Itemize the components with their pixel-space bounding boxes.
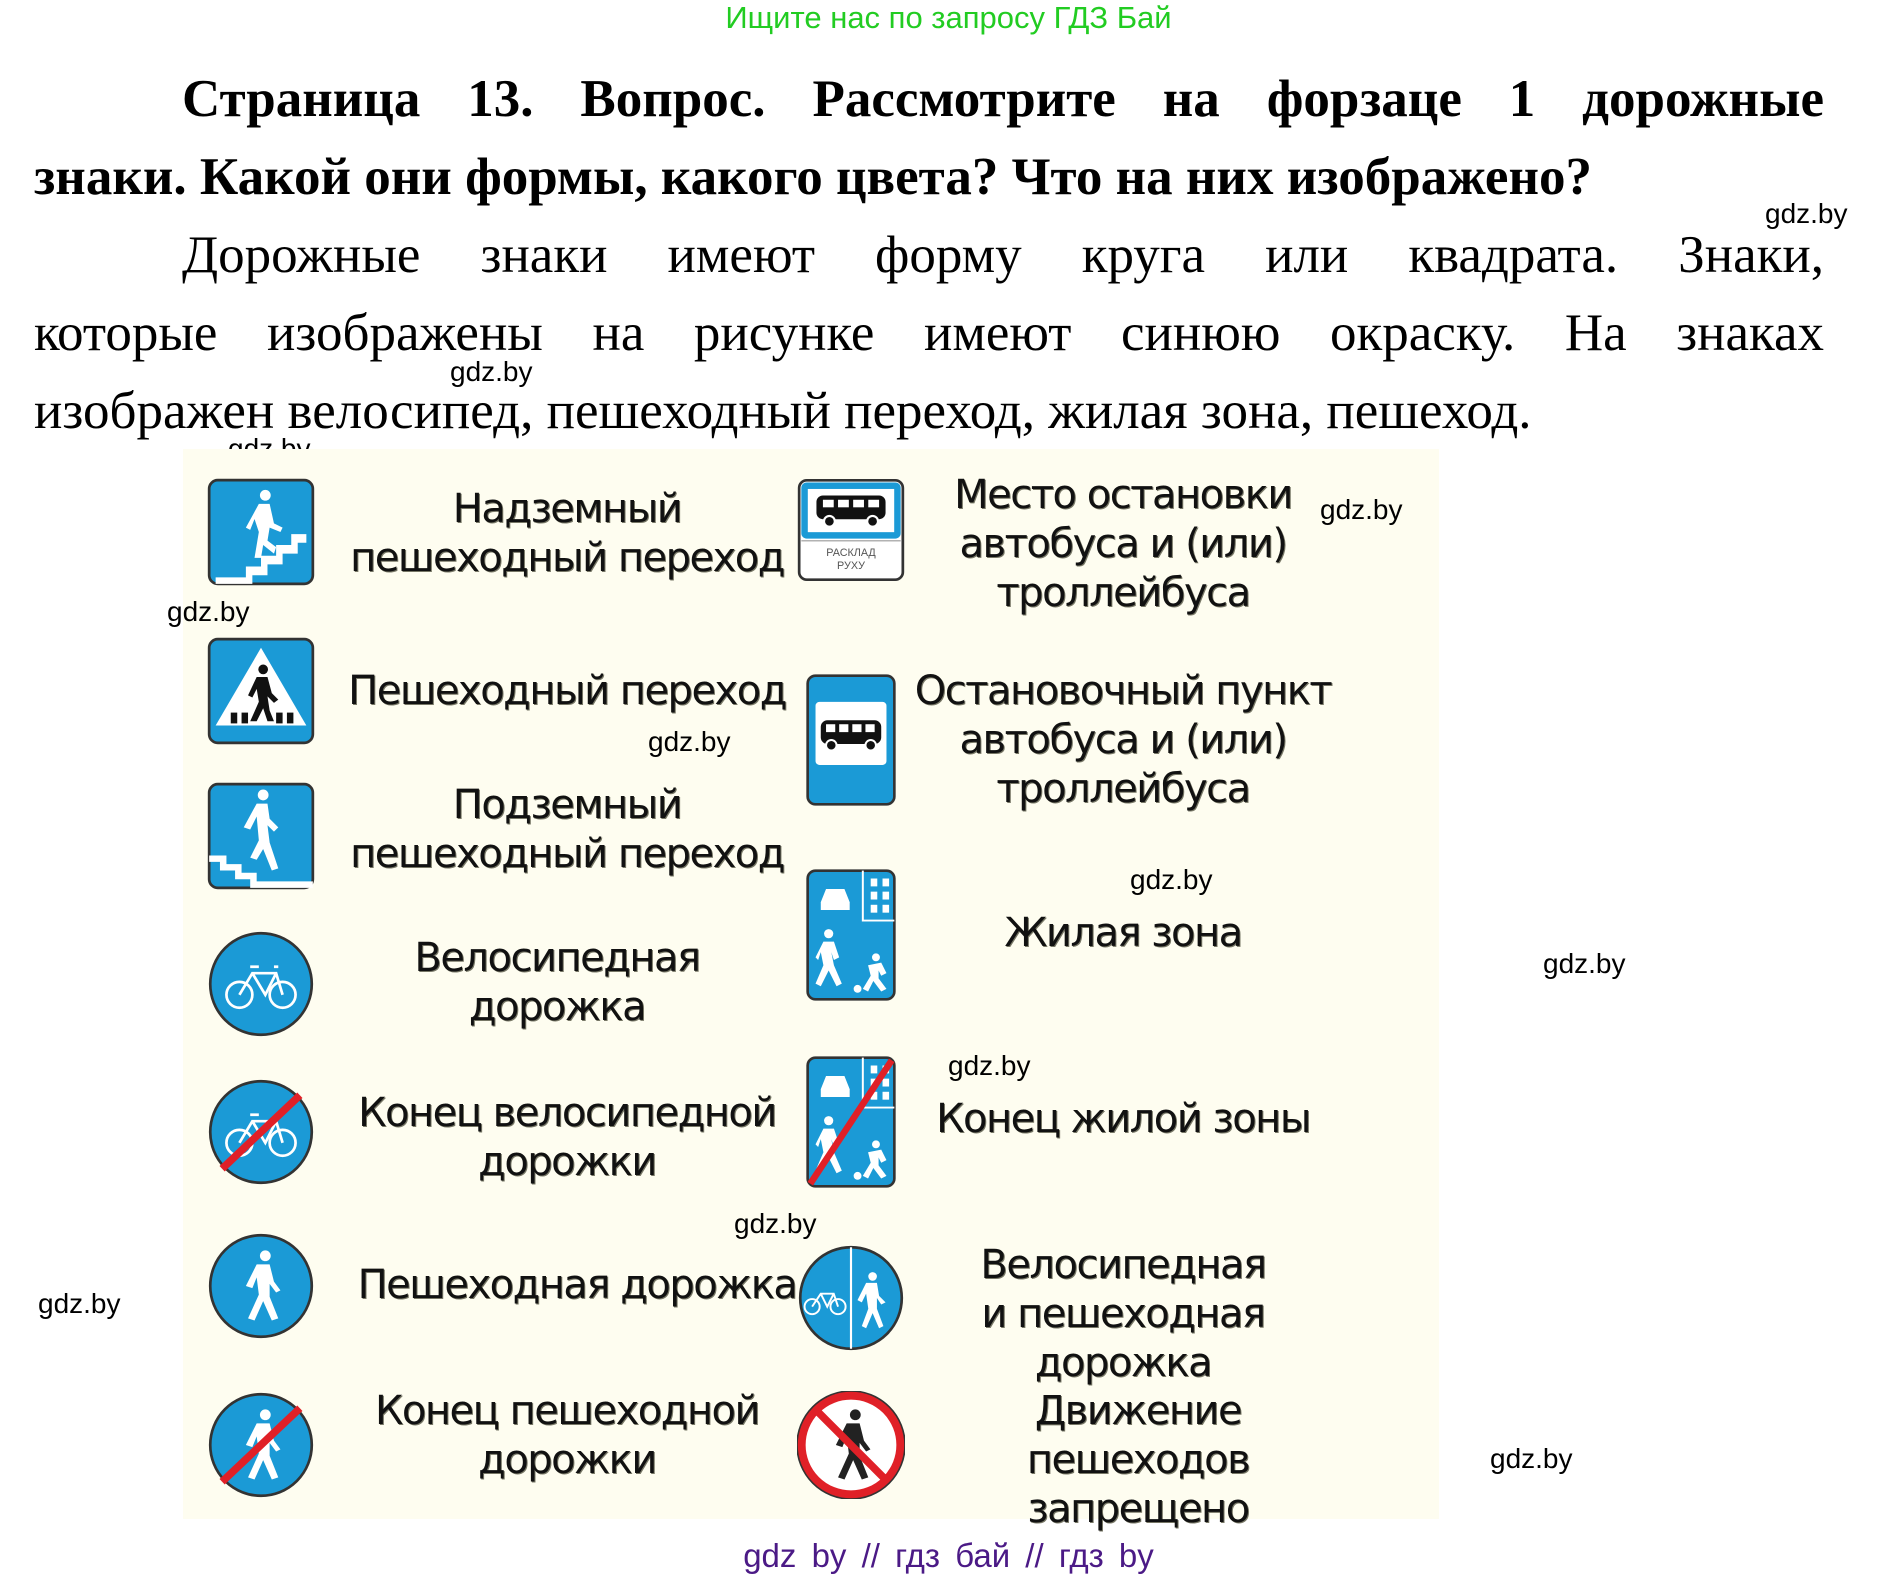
answer-paragraph xyxy=(34,216,1824,450)
footer-links: gdz by // гдз бай // гдз by xyxy=(743,1537,1154,1574)
watermark: gdz.by xyxy=(1320,494,1403,525)
answer-line-1: Дорожные знаки имеют форму круга или квадрата. Знаки, xyxy=(182,226,1824,284)
sign-label: Велосипедная и пешеходная дорожка xyxy=(980,1242,1266,1386)
search-banner: Ищите нас по запросу ГДЗ Бай xyxy=(725,0,1172,35)
watermark: gdz.by xyxy=(167,596,250,627)
sign-label: Велосипедная дорожка xyxy=(414,935,700,1030)
sign-label: Конец жилой зоны xyxy=(936,1096,1310,1142)
road-signs-figure xyxy=(183,449,1439,1532)
svg-text:РАСКЛАД: РАСКЛАД xyxy=(826,546,876,559)
watermark: gdz.by xyxy=(450,356,533,387)
watermark: gdz.by xyxy=(734,1208,817,1239)
sign-label: Подземный пешеходный переход xyxy=(350,782,784,877)
watermark: gdz.by xyxy=(38,1288,121,1319)
sign-label: Надземный пешеходный переход xyxy=(350,486,784,581)
living-zone-sign-icon xyxy=(805,868,897,1002)
answer-line-2: которые изображены на рисунке имеют синюю окраску. На знаках xyxy=(34,304,1824,362)
sign-label: Конец пешеходной дорожки xyxy=(375,1388,759,1483)
footpath-sign-icon xyxy=(207,1232,315,1340)
end-footpath-sign-icon xyxy=(207,1391,315,1499)
sign-label: Пешеходная дорожка xyxy=(357,1262,797,1308)
answer-line-3: изображен велосипед, пешеходный переход, жилая зона, пешеход. xyxy=(34,382,1532,440)
question-heading xyxy=(34,60,1824,216)
sign-label: Пешеходный переход xyxy=(348,668,786,714)
sign-label: Конец велосипедной дорожки xyxy=(358,1090,776,1185)
no-pedestrians-sign-icon xyxy=(797,1391,905,1499)
svg-text:РУХУ: РУХУ xyxy=(837,559,865,572)
sign-label: Остановочный пункт автобуса и (или) троллейбуса xyxy=(914,668,1332,812)
underpass-crossing-sign-icon xyxy=(207,782,315,890)
question-line-1: Страница 13. Вопрос. Рассмотрите на форзаце 1 дорожные xyxy=(182,70,1824,128)
end-living-zone-sign-icon xyxy=(805,1055,897,1189)
bus-stop-point-sign-icon xyxy=(805,673,897,807)
sign-label: Место остановки автобуса и (или) троллейбуса xyxy=(954,472,1292,616)
question-line-2: знаки. Какой они формы, какого цвета? Что на них изображено? xyxy=(34,148,1592,206)
overpass-crossing-sign-icon xyxy=(207,478,315,586)
bicycle-path-sign-icon xyxy=(207,930,315,1038)
bus-stop-place-sign-icon xyxy=(797,478,905,582)
watermark: gdz.by xyxy=(1490,1443,1573,1474)
watermark: gdz.by xyxy=(1130,864,1213,895)
watermark: gdz.by xyxy=(1765,198,1848,229)
pedestrian-crossing-sign-icon xyxy=(207,637,315,745)
watermark: gdz.by xyxy=(948,1050,1031,1081)
sign-label: Жилая зона xyxy=(1004,910,1242,956)
watermark: gdz.by xyxy=(648,726,731,757)
watermark: gdz.by xyxy=(1543,948,1626,979)
sign-label: Движение пешеходов запрещено xyxy=(1026,1388,1250,1532)
bicycle-and-pedestrian-path-sign-icon xyxy=(797,1244,905,1352)
end-bicycle-path-sign-icon xyxy=(207,1078,315,1186)
